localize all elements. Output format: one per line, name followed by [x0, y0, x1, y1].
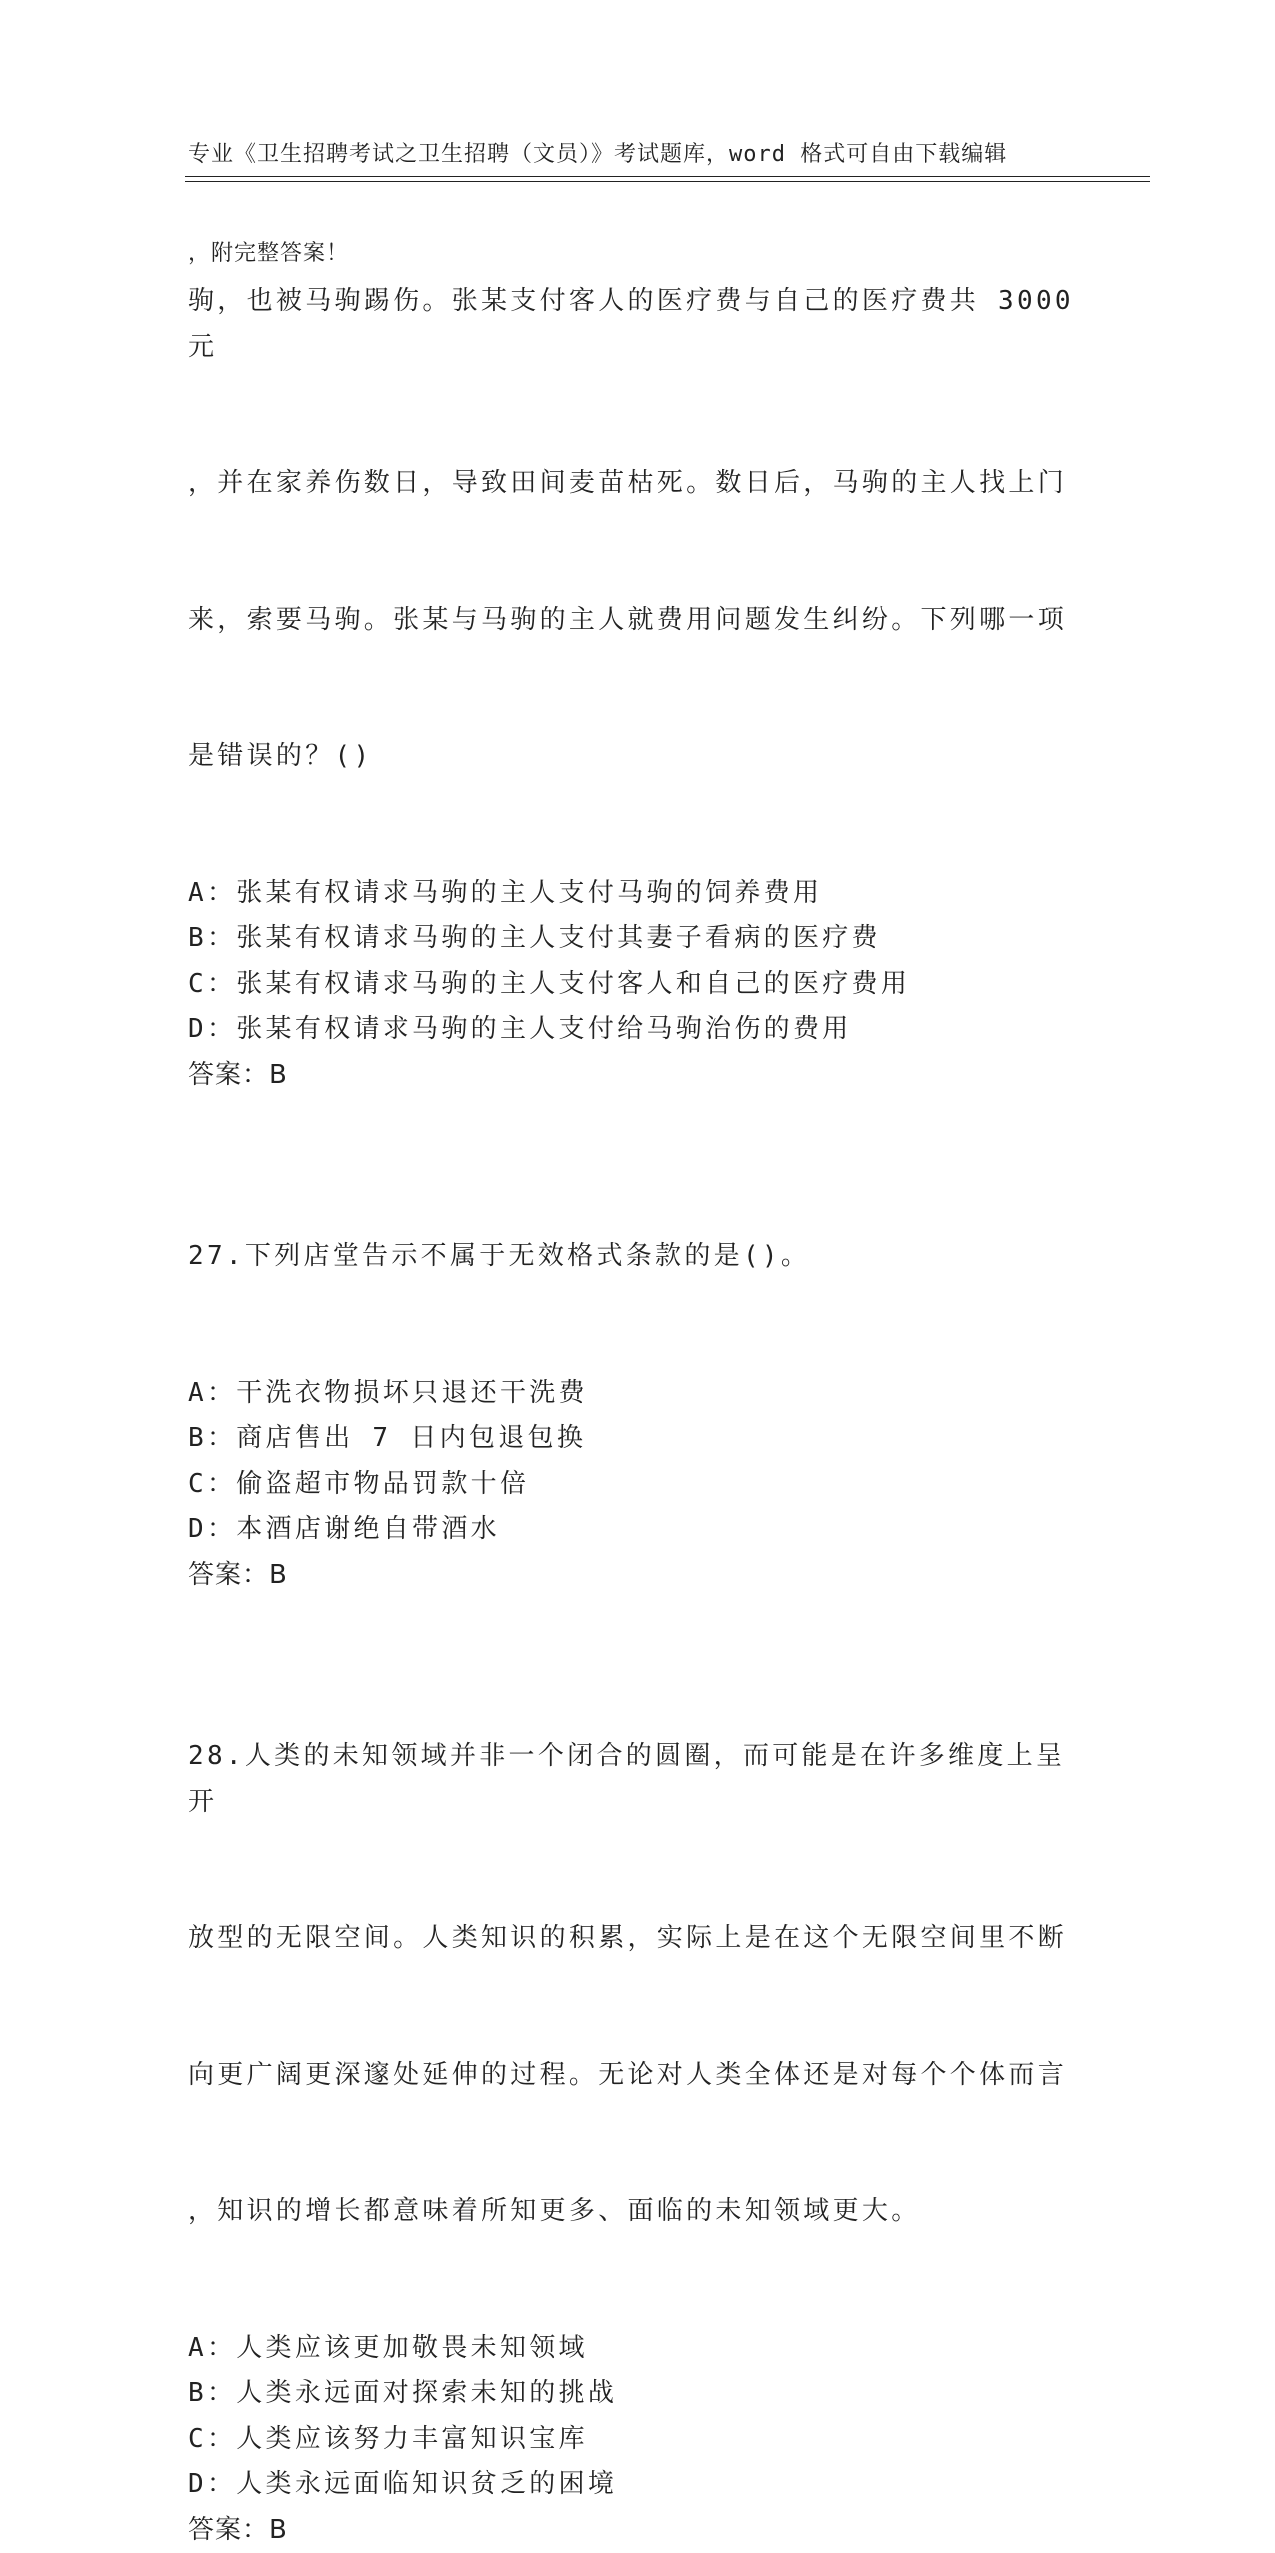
option-d: D：张某有权请求马驹的主人支付给马驹治伤的费用: [188, 1007, 1088, 1053]
stem-line: 驹，也被马驹踢伤。张某支付客人的医疗费与自己的医疗费共 3000 元: [188, 279, 1088, 370]
option-b: B：张某有权请求马驹的主人支付其妻子看病的医疗费: [188, 916, 1088, 962]
stem-line: 来，索要马驹。张某与马驹的主人就费用问题发生纠纷。下列哪一项: [188, 598, 1088, 644]
option-a: A：人类应该更加敬畏未知领域: [188, 2326, 1088, 2372]
option-c: C：张某有权请求马驹的主人支付客人和自己的医疗费用: [188, 962, 1088, 1008]
stem-line: 28.人类的未知领域并非一个闭合的圆圈，而可能是在许多维度上呈开: [188, 1734, 1088, 1825]
option-c: C：人类应该努力丰富知识宝库: [188, 2417, 1088, 2463]
question-stem: [188, 188, 1088, 871]
question-27: [188, 1143, 1088, 1598]
option-d: D：人类永远面临知识贫乏的困境: [188, 2462, 1088, 2508]
stem-line: 向更广阔更深邃处延伸的过程。无论对人类全体还是对每个个体而言: [188, 2053, 1088, 2099]
header-line-1: 专业《卫生招聘考试之卫生招聘（文员）》考试题库，word 格式可自由下载编辑: [188, 138, 1068, 171]
question-28: [188, 1643, 1088, 2553]
stem-line: 放型的无限空间。人类知识的积累，实际上是在这个无限空间里不断: [188, 1916, 1088, 1962]
stem-line: 27.下列店堂告示不属于无效格式条款的是()。: [188, 1234, 1088, 1280]
answer-line: 答案：B: [188, 2508, 1088, 2553]
option-b: B：人类永远面对探索未知的挑战: [188, 2371, 1088, 2417]
answer-line: 答案：B: [188, 1053, 1088, 1099]
stem-line: ，并在家养伤数日，导致田间麦苗枯死。数日后，马驹的主人找上门: [188, 461, 1088, 507]
header-line-2: ，附完整答案！: [188, 237, 1068, 270]
header-divider-top: [185, 176, 1150, 177]
answer-line: 答案：B: [188, 1553, 1088, 1599]
stem-line: ，知识的增长都意味着所知更多、面临的未知领域更大。: [188, 2189, 1088, 2235]
question-stem: [188, 1643, 1088, 2326]
option-b: B：商店售出 7 日内包退包换: [188, 1416, 1088, 1462]
question-26: [188, 188, 1088, 1098]
question-list: [188, 188, 1088, 2553]
option-a: A：干洗衣物损坏只退还干洗费: [188, 1371, 1088, 1417]
option-d: D：本酒店谢绝自带酒水: [188, 1507, 1088, 1553]
option-a: A：张某有权请求马驹的主人支付马驹的饲养费用: [188, 871, 1088, 917]
option-c: C：偷盗超市物品罚款十倍: [188, 1462, 1088, 1508]
header-divider-bottom: [185, 181, 1150, 182]
question-stem: [188, 1143, 1088, 1371]
stem-line: 是错误的？(): [188, 734, 1088, 780]
